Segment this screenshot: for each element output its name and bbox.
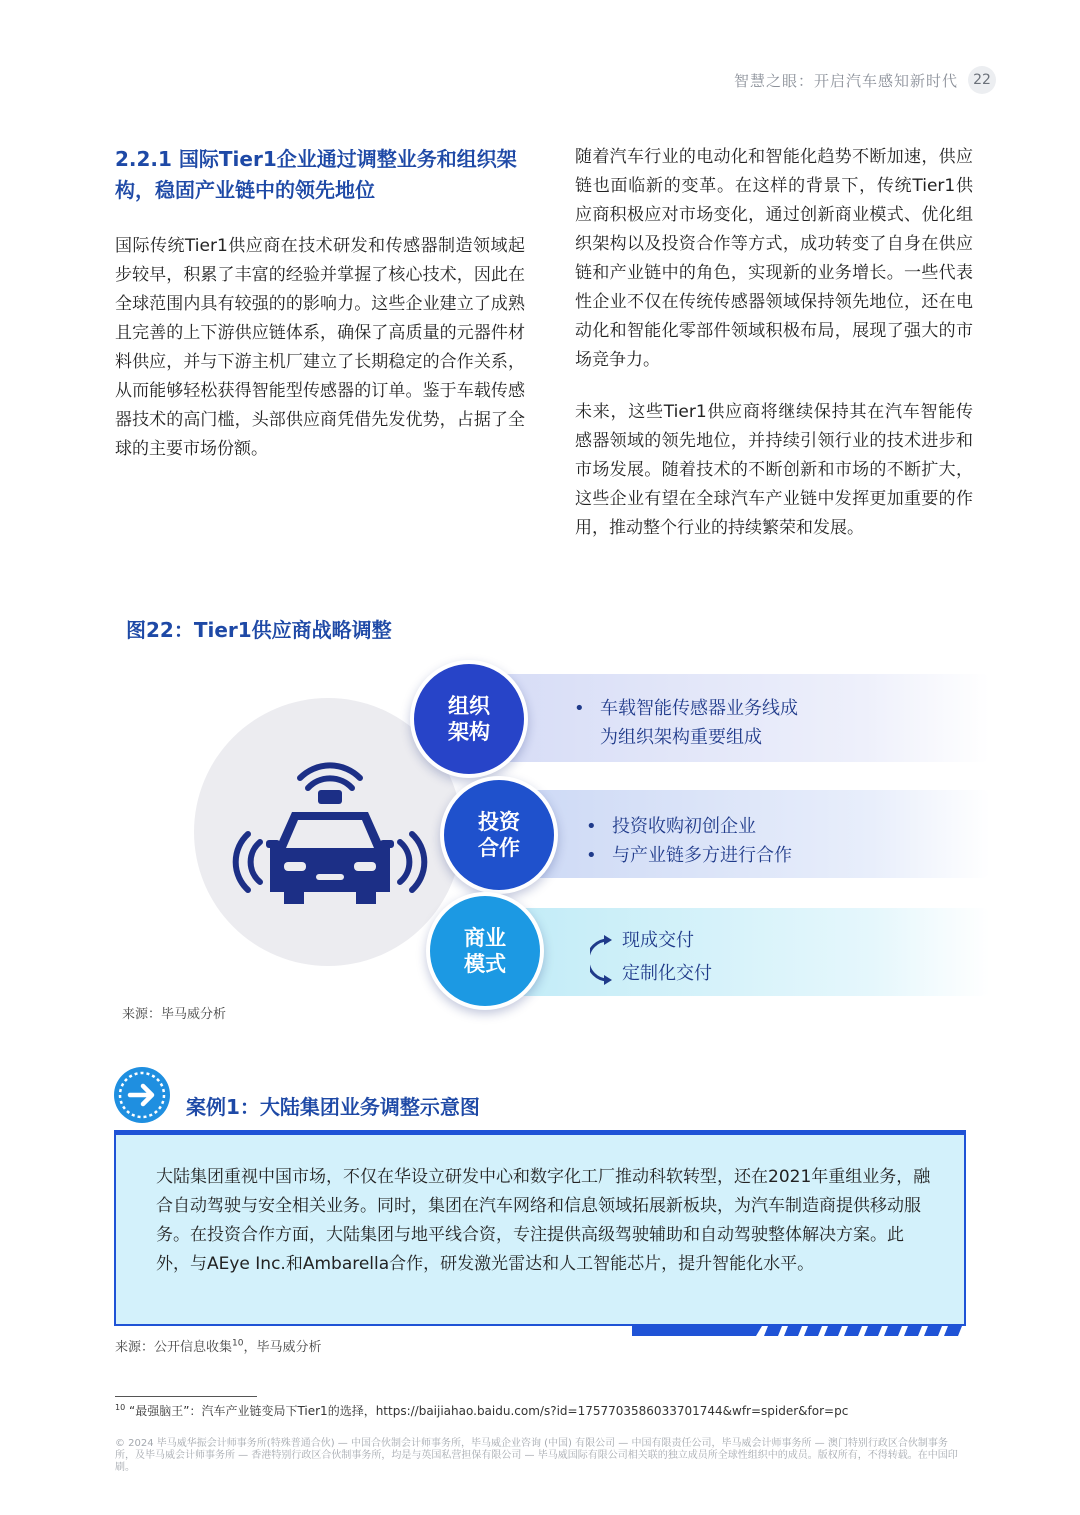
organization-points (574, 694, 798, 752)
footnote-marker: 10 (115, 1403, 126, 1412)
investment-points (586, 812, 792, 870)
node-label: 架构 (448, 720, 490, 744)
paragraph-right-2: 未来，这些Tier1供应商将继续保持其在汽车智能传感器领域的领先地位，并持续引领行业的技术进步和市场发展。随着技术的不断创新和市场的不断扩大，这些企业有望在全球汽车产业链中发挥更加重要的作用，推动整个行业的持续繁荣和发展。 (575, 402, 973, 538)
node-label: 组织 (448, 694, 490, 718)
footnote-rule (115, 1396, 257, 1397)
case-box (114, 1130, 966, 1326)
node-label: 商业 (464, 926, 506, 950)
business-model-points (622, 926, 712, 988)
footnote (115, 1402, 848, 1419)
figure-title: 图22：Tier1供应商战略调整 (126, 618, 392, 642)
case-body: 大陆集团重视中国市场，不仅在华设立研发中心和数字化工厂推动科软转型，还在2021年重组业务，融合自动驾驶与安全相关业务。同时，集团在汽车网络和信息领域拓展新板块，为汽车制造商提供移动服务。在投资合作方面，大陆集团与地平线合资，专注提供高级驾驶辅助和自动驾驶整体解决方案。此外，与AEye Inc.和Ambarella合作，研发激光雷达和人工智能芯片，提升智能化水平。 (156, 1167, 931, 1274)
list-item: 现成交付 (622, 930, 694, 951)
node-label: 模式 (464, 952, 506, 976)
page-header (734, 66, 996, 94)
list-item: • 投资收购初创企业 (586, 812, 792, 841)
case-source: 来源：公开信息收集$^{10}$，毕马威分析 (115, 1338, 322, 1355)
node-label: 投资 (478, 810, 520, 834)
node-organization (410, 660, 528, 778)
autonomous-car-icon (230, 762, 430, 912)
page-number: 22 (968, 66, 996, 94)
cycle-arrow-icon (590, 932, 620, 988)
footnote-text: “最强脑王”：汽车产业链变局下Tier1的选择，https://baijiahao.baidu.com/s?id=1757703586033701744&wfr=spider&for=pc (129, 1404, 849, 1418)
case-title: 案例1：大陆集团业务调整示意图 (186, 1095, 480, 1119)
strategy-diagram (190, 662, 990, 1022)
decorative-stripes (632, 1326, 966, 1342)
paragraph-left: 国际传统Tier1供应商在技术研发和传感器制造领域起步较早，积累了丰富的经验并掌握了核心技术，因此在全球范围内具有较强的的影响力。这些企业建立了成熟且完善的上下游供应链体系，确保了高质量的元器件材料供应，并与下游主机厂建立了长期稳定的合作关系，从而能够轻松获得智能型传感器的订单。鉴于车载传感器技术的高门槛，头部供应商凭借先发优势，占据了全球的主要市场份额。 (115, 236, 525, 459)
list-item: • 车载智能传感器业务线成 为组织架构重要组成 (574, 694, 798, 752)
node-label: 合作 (478, 836, 520, 860)
section-title: 2.2.1 国际Tier1企业通过调整业务和组织架构，稳固产业链中的领先地位 (115, 147, 517, 202)
paragraph-right-1: 随着汽车行业的电动化和智能化趋势不断加速，供应链也面临新的变革。在这样的背景下，传统Tier1供应商积极应对市场变化，通过创新商业模式、优化组织架构以及投资合作等方式，成功转变了自身在供应链和产业链中的角色，实现新的业务增长。一些代表性企业不仅在传统传感器领域保持领先地位，还在电动化和智能化零部件领域积极布局，展现了强大的市场竞争力。 (575, 147, 973, 370)
footnote-ref: 10 (232, 1338, 244, 1349)
list-item: • 与产业链多方进行合作 (586, 841, 792, 870)
arrow-right-icon (113, 1066, 171, 1124)
copyright: © 2024 毕马威华振会计师事务所(特殊普通合伙) — 中国合伙制会计师事务所，毕马威企业咨询 (中国) 有限公司 — 中国有限责任公司，毕马威会计师事务所 — 澳门特别行政区合伙制事务所，及毕马威会计师事务所 — 香港特别行政区合伙制事务所，均是与英国私营担保有限公司 — 毕马威国际有限公司相关联的独立成员所全球性组织中的成员。版权所有，不得转载。在中国印刷。 (115, 1438, 958, 1473)
figure-source: 来源：毕马威分析 (122, 1007, 227, 1022)
list-item: 定制化交付 (622, 963, 712, 984)
node-investment (440, 776, 558, 894)
running-title: 智慧之眼：开启汽车感知新时代 (733, 71, 958, 90)
node-business-model (426, 892, 544, 1010)
